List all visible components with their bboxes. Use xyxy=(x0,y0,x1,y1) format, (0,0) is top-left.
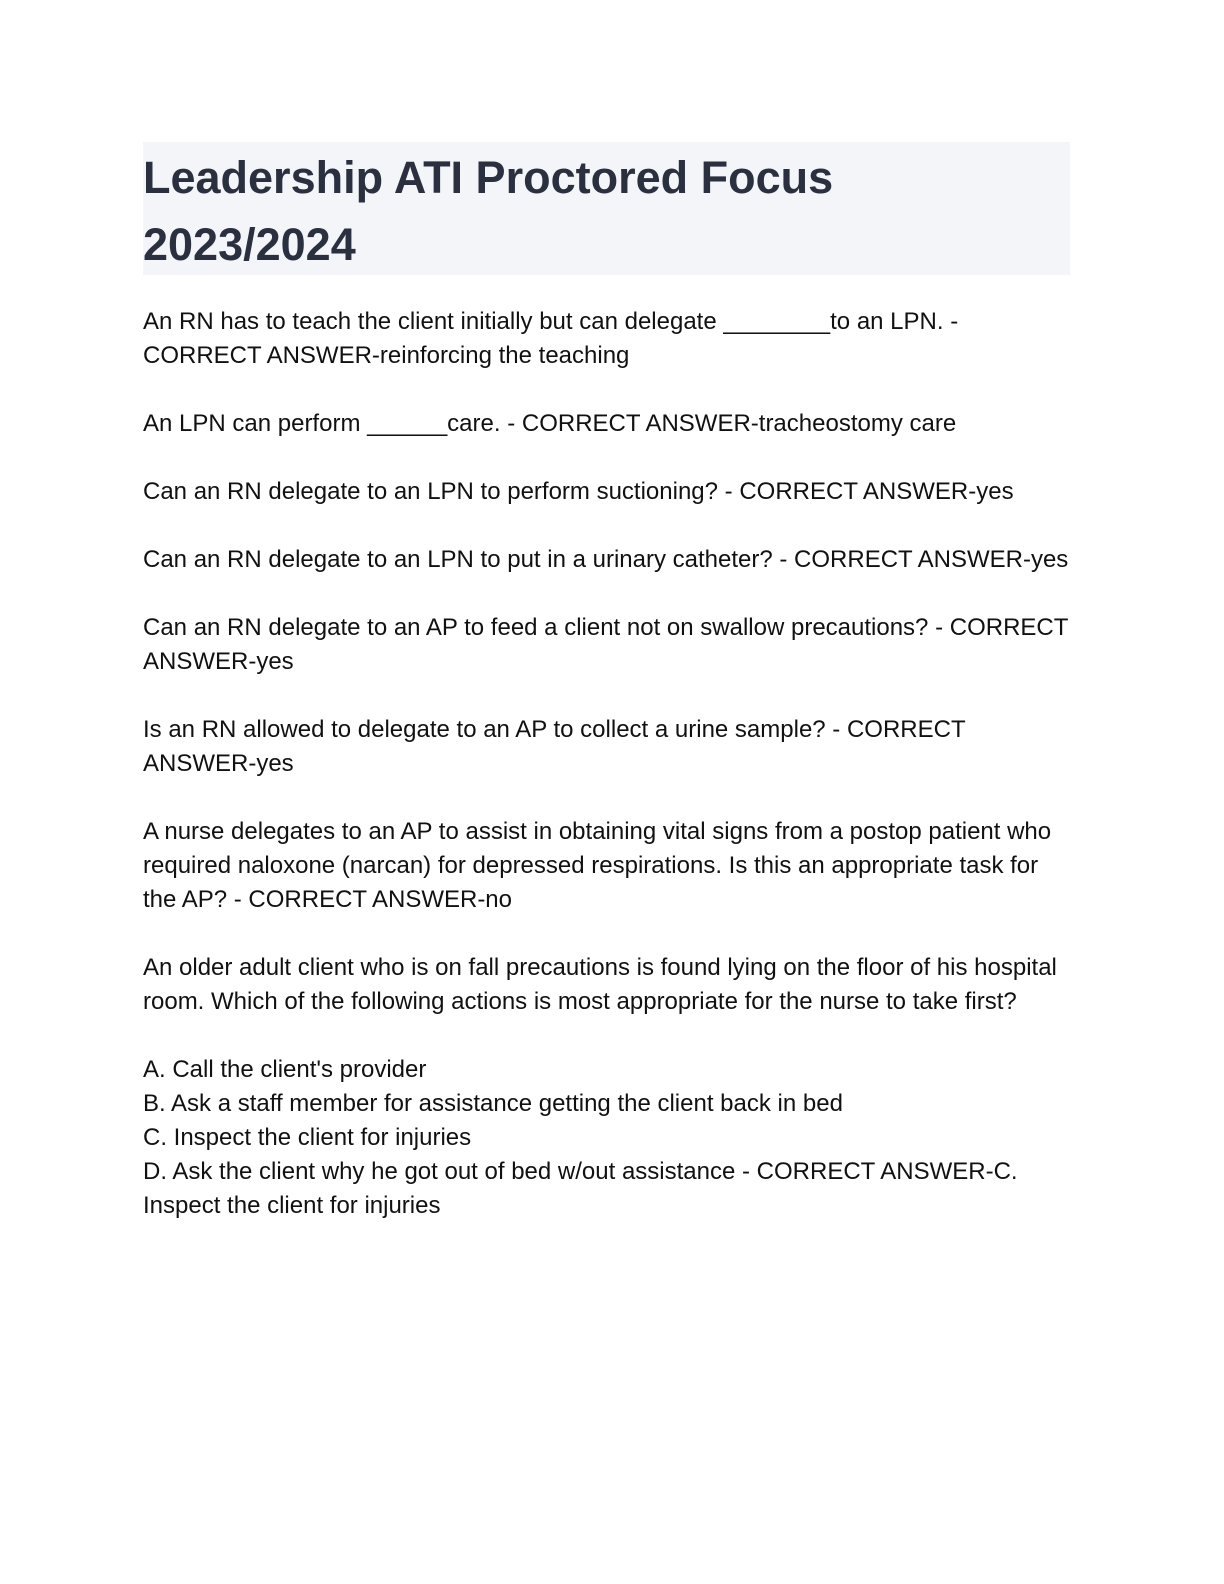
qa-item xyxy=(143,713,1070,781)
qa-item xyxy=(143,951,1070,1019)
choice-d: D. Ask the client why he got out of bed w/out assistance - CORRECT ANSWER-C. Inspect the client for injuries xyxy=(143,1158,1018,1219)
choice-a: A. Call the client's provider xyxy=(143,1056,427,1083)
document-body xyxy=(143,305,1070,1223)
title-line-1: Leadership ATI Proctored Focus xyxy=(143,152,834,203)
qa-item xyxy=(143,611,1070,679)
document-page xyxy=(143,142,1070,1223)
qa-text: A nurse delegates to an AP to assist in obtaining vital signs from a postop patient who required naloxone (narcan) for depressed respirations. Is this an appropriate task for the AP? - CORRECT ANSWER-no xyxy=(143,818,1052,913)
qa-text: An LPN can perform ______care. - CORRECT ANSWER-tracheostomy care xyxy=(143,410,957,437)
qa-text: Can an RN delegate to an AP to feed a client not on swallow precautions? - CORRECT ANSWER-yes xyxy=(143,614,1068,675)
title-banner xyxy=(143,142,1070,275)
choice-b: B. Ask a staff member for assistance getting the client back in bed xyxy=(143,1090,843,1117)
qa-text: An RN has to teach the client initially but can delegate ________to an LPN. - CORRECT ANSWER-reinforcing the teaching xyxy=(143,308,959,369)
qa-item xyxy=(143,407,1070,441)
document-title xyxy=(143,144,1070,278)
qa-text: Can an RN delegate to an LPN to put in a urinary catheter? - CORRECT ANSWER-yes xyxy=(143,546,1069,573)
choice-c: C. Inspect the client for injuries xyxy=(143,1124,472,1151)
qa-item xyxy=(143,475,1070,509)
qa-item xyxy=(143,543,1070,577)
qa-text: Is an RN allowed to delegate to an AP to collect a urine sample? - CORRECT ANSWER-yes xyxy=(143,716,966,777)
answer-choices xyxy=(143,1053,1070,1223)
qa-item xyxy=(143,815,1070,917)
qa-text: Can an RN delegate to an LPN to perform suctioning? - CORRECT ANSWER-yes xyxy=(143,478,1014,505)
qa-item xyxy=(143,305,1070,373)
qa-question: An older adult client who is on fall precautions is found lying on the floor of his hospital room. Which of the following actions is most appropriate for the nurse to take first? xyxy=(143,954,1057,1015)
title-line-2: 2023/2024 xyxy=(143,219,356,270)
